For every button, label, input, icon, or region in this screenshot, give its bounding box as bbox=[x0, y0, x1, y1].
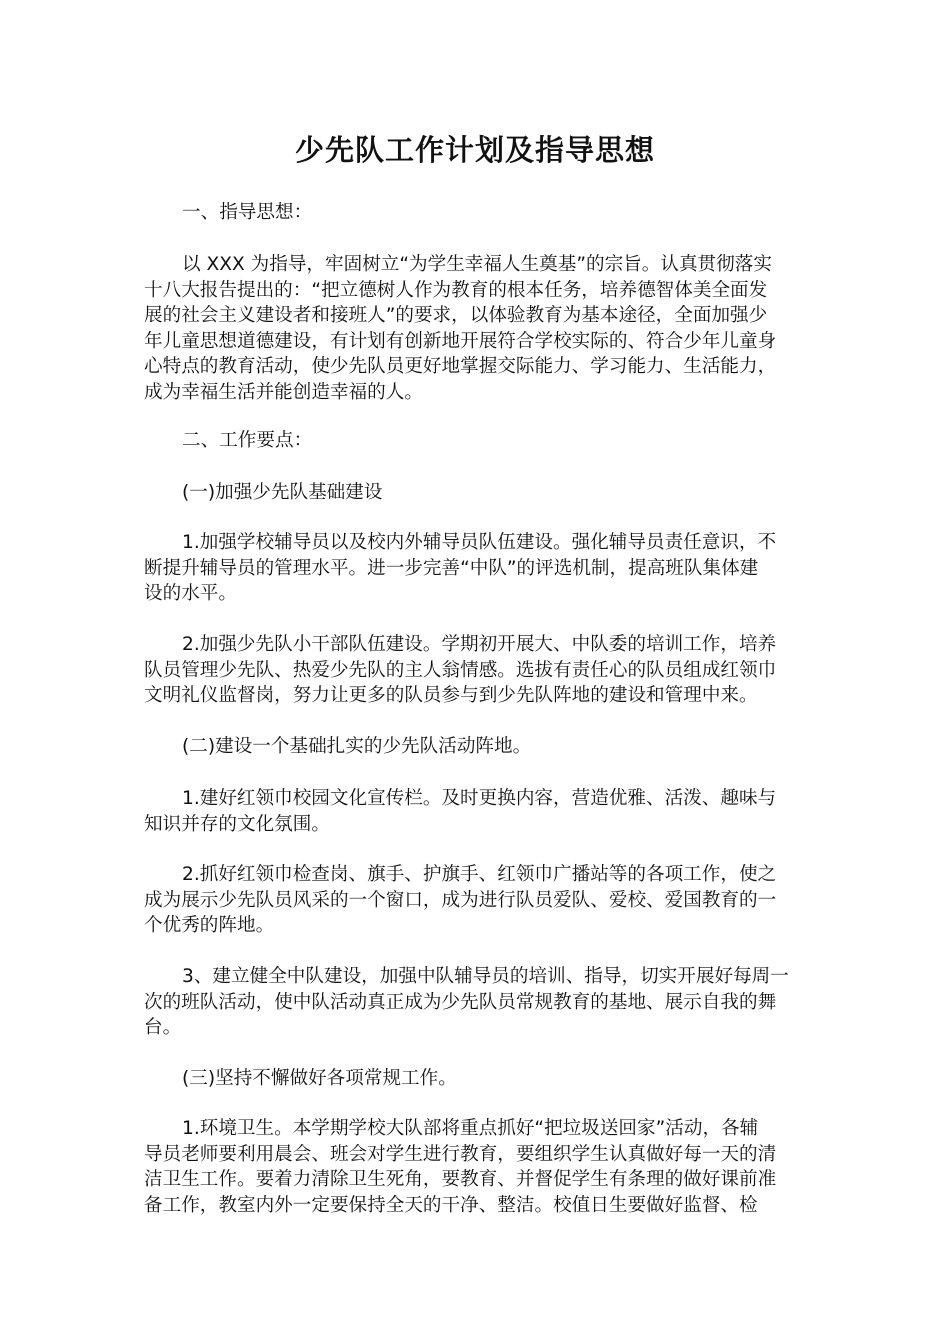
paragraph bbox=[144, 862, 808, 939]
paragraph-line: 2.抓好红领巾检查岗、旗手、护旗手、红领巾广播站等的各项工作，使之 bbox=[182, 864, 777, 885]
paragraph-line: 一、指导思想： bbox=[182, 202, 313, 223]
paragraph bbox=[144, 480, 808, 506]
paragraph bbox=[144, 632, 808, 709]
paragraph-line: 1.建好红领巾校园文化宣传栏。及时更换内容，营造优雅、活泼、趣味与 bbox=[182, 788, 777, 809]
paragraph-line: 导员老师要利用晨会、班会对学生进行教育，要组织学生认真做好每一天的清 bbox=[144, 1143, 777, 1165]
paragraph-line: 年儿童思想道德建设，有计划有创新地开展符合学校实际的、符合少年儿童身 bbox=[144, 330, 777, 352]
paragraph-line: 展的社会主义建设者和接班人”的要求，以体验教育为基本途径，全面加强少 bbox=[144, 305, 768, 326]
paragraph-line: 次的班队活动，使中队活动真正成为少先队员常规教育的基地、展示自我的舞 bbox=[144, 991, 777, 1013]
paragraph-line: 心特点的教育活动，使少先队员更好地掌握交际能力、学习能力、生活能力， bbox=[144, 356, 777, 377]
paragraph-line: 知识并存的文化氛围。 bbox=[144, 813, 330, 835]
paragraph-line: 成为幸福生活并能创造幸福的人。 bbox=[144, 381, 423, 403]
paragraph-line: 1.加强学校辅导员以及校内外辅导员队伍建设。强化辅导员责任意识，不 bbox=[182, 532, 777, 553]
paragraph bbox=[144, 1116, 808, 1218]
paragraph-line: 洁卫生工作。要着力清除卫生死角，要教育、并督促学生有条理的做好课前准 bbox=[144, 1169, 777, 1190]
paragraph-line: 文明礼仪监督岗，努力让更多的队员参与到少先队阵地的建设和管理中来。 bbox=[144, 685, 758, 706]
paragraph-line: 台。 bbox=[144, 1017, 182, 1038]
paragraph-line: (二)建设一个基础扎实的少先队活动阵地。 bbox=[182, 736, 532, 757]
paragraph-line: 1.环境卫生。本学期学校大队部将重点抓好“把垃圾送回家”活动，各辅 bbox=[182, 1118, 759, 1139]
paragraph bbox=[144, 1066, 808, 1092]
paragraph-line: 3、建立健全中队建设，加强中队辅导员的培训、指导，切实开展好每周一 bbox=[182, 966, 789, 987]
paragraph-line: 2.加强少先队小干部队伍建设。学期初开展大、中队委的培训工作，培养 bbox=[182, 634, 777, 655]
document-title: 少先队工作计划及指导思想 bbox=[294, 133, 655, 167]
paragraph bbox=[144, 252, 808, 405]
paragraph-line: (三)坚持不懈做好各项常规工作。 bbox=[182, 1068, 457, 1089]
paragraph-line: 备工作，教室内外一定要保持全天的干净、整洁。校值日生要做好监督、检 bbox=[144, 1194, 758, 1216]
paragraph-line: 设的水平。 bbox=[144, 583, 237, 604]
paragraph-line: 十八大报告提出的：“把立德树人作为教育的根本任务，培养德智体美全面发 bbox=[144, 279, 768, 301]
paragraph bbox=[144, 428, 808, 454]
paragraph-line: (一)加强少先队基础建设 bbox=[182, 482, 383, 503]
paragraph bbox=[144, 530, 808, 607]
paragraph-line: 队员管理少先队、热爱少先队的主人翁情感。选拔有责任心的队员组成红领巾 bbox=[144, 659, 777, 681]
paragraph bbox=[144, 964, 808, 1041]
paragraph-line: 成为展示少先队员风采的一个窗口，成为进行队员爱队、爱校、爱国教育的一 bbox=[144, 889, 777, 911]
paragraph-line: 断提升辅导员的管理水平。进一步完善“中队”的评选机制，提高班队集体建 bbox=[144, 557, 759, 579]
paragraph-line: 二、工作要点： bbox=[182, 430, 313, 451]
paragraph bbox=[144, 734, 808, 760]
paragraph-line: 个优秀的阵地。 bbox=[144, 915, 275, 936]
paragraph bbox=[144, 200, 808, 226]
paragraph-line: 以 XXX 为指导，牢固树立“为学生幸福人生奠基”的宗旨。认真贯彻落实 bbox=[182, 254, 772, 275]
paragraph bbox=[144, 786, 808, 837]
